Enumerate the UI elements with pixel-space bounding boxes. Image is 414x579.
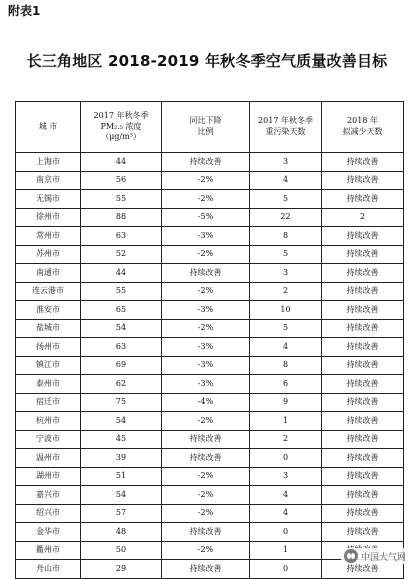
- cell-decline-ratio: -3%: [162, 356, 250, 375]
- cell-reduce-days: 持续改善: [322, 467, 404, 486]
- cell-pm25: 55: [81, 190, 162, 209]
- table-row: [16, 356, 404, 375]
- cell-city: 无锡市: [16, 190, 81, 209]
- cell-city: 徐州市: [16, 208, 81, 227]
- header-line: 城 市: [38, 121, 58, 131]
- cell-reduce-days: 持续改善: [322, 190, 404, 209]
- table-row: [16, 264, 404, 283]
- cell-reduce-days: 持续改善: [322, 301, 404, 320]
- cell-decline-ratio: -3%: [162, 301, 250, 320]
- cell-heavy-days: 6: [250, 375, 322, 394]
- cell-heavy-days: 5: [250, 245, 322, 264]
- header-line: 2017 年秋冬季: [93, 110, 149, 120]
- cell-heavy-days: 4: [250, 486, 322, 505]
- cell-reduce-days: 持续改善: [322, 560, 404, 579]
- table-header-row: [16, 102, 404, 153]
- cell-decline-ratio: -2%: [162, 467, 250, 486]
- table-row: [16, 338, 404, 357]
- cell-reduce-days: 持续改善: [322, 153, 404, 172]
- cell-city: 扬州市: [16, 338, 81, 357]
- cell-pm25: 65: [81, 301, 162, 320]
- cell-city: 镇江市: [16, 356, 81, 375]
- cell-decline-ratio: -2%: [162, 541, 250, 560]
- cell-decline-ratio: -5%: [162, 208, 250, 227]
- cell-heavy-days: 4: [250, 171, 322, 190]
- cell-city: 南通市: [16, 264, 81, 283]
- cell-decline-ratio: -4%: [162, 393, 250, 412]
- header-decline-ratio: [162, 102, 250, 153]
- cell-city: 泰州市: [16, 375, 81, 394]
- cell-pm25: 39: [81, 449, 162, 468]
- cell-pm25: 45: [81, 430, 162, 449]
- cell-pm25: 56: [81, 171, 162, 190]
- cell-heavy-days: 0: [250, 523, 322, 542]
- table-row: [16, 227, 404, 246]
- table-row: [16, 523, 404, 542]
- cell-pm25: 54: [81, 319, 162, 338]
- table-row: [16, 190, 404, 209]
- header-line: （μg/m³）: [101, 132, 141, 142]
- cell-decline-ratio: 持续改善: [162, 449, 250, 468]
- cell-pm25: 88: [81, 208, 162, 227]
- cell-city: 淮安市: [16, 301, 81, 320]
- cell-pm25: 54: [81, 412, 162, 431]
- cell-pm25: 62: [81, 375, 162, 394]
- table-row: [16, 393, 404, 412]
- cell-heavy-days: 3: [250, 467, 322, 486]
- header-line: 拟减少天数: [342, 127, 383, 136]
- cell-reduce-days: 持续改善: [322, 412, 404, 431]
- table-row: [16, 449, 404, 468]
- table-row: [16, 319, 404, 338]
- cell-pm25: 75: [81, 393, 162, 412]
- cell-heavy-days: 4: [250, 338, 322, 357]
- table-row: [16, 412, 404, 431]
- cell-decline-ratio: -2%: [162, 190, 250, 209]
- cell-reduce-days: 持续改善: [322, 449, 404, 468]
- cell-decline-ratio: -2%: [162, 319, 250, 338]
- cell-decline-ratio: -3%: [162, 227, 250, 246]
- cell-decline-ratio: -3%: [162, 375, 250, 394]
- wechat-icon: [344, 549, 358, 563]
- cell-reduce-days: 持续改善: [322, 282, 404, 301]
- cell-city: 绍兴市: [16, 504, 81, 523]
- cell-pm25: 51: [81, 467, 162, 486]
- cell-reduce-days: 持续改善: [322, 430, 404, 449]
- cell-decline-ratio: 持续改善: [162, 153, 250, 172]
- cell-heavy-days: 3: [250, 264, 322, 283]
- cell-reduce-days: 持续改善: [322, 356, 404, 375]
- cell-city: 金华市: [16, 523, 81, 542]
- cell-heavy-days: 1: [250, 541, 322, 560]
- cell-decline-ratio: -3%: [162, 338, 250, 357]
- table-row: [16, 486, 404, 505]
- cell-heavy-days: 22: [250, 208, 322, 227]
- cell-pm25: 48: [81, 523, 162, 542]
- cell-reduce-days: 持续改善: [322, 227, 404, 246]
- cell-reduce-days: 持续改善: [322, 523, 404, 542]
- cell-reduce-days: 持续改善: [322, 375, 404, 394]
- cell-pm25: 69: [81, 356, 162, 375]
- header-city: [16, 102, 81, 153]
- cell-decline-ratio: -2%: [162, 282, 250, 301]
- cell-heavy-days: 3: [250, 153, 322, 172]
- cell-reduce-days: 持续改善: [322, 486, 404, 505]
- air-quality-targets-table: [15, 101, 404, 579]
- table-row: [16, 504, 404, 523]
- cell-reduce-days: 持续改善: [322, 245, 404, 264]
- cell-heavy-days: 9: [250, 393, 322, 412]
- cell-city: 常州市: [16, 227, 81, 246]
- cell-decline-ratio: -2%: [162, 171, 250, 190]
- header-line: 同比下降: [189, 116, 222, 126]
- cell-heavy-days: 4: [250, 504, 322, 523]
- cell-pm25: 52: [81, 245, 162, 264]
- header-line: 2017 年秋冬季: [258, 116, 313, 126]
- header-heavy-days: [250, 102, 322, 153]
- cell-decline-ratio: -2%: [162, 486, 250, 505]
- cell-reduce-days: 持续改善: [322, 264, 404, 283]
- table-row: [16, 301, 404, 320]
- appendix-label: 附表1: [8, 4, 41, 18]
- cell-reduce-days: 持续改善: [322, 171, 404, 190]
- cell-reduce-days: 持续改善: [322, 504, 404, 523]
- table-row: [16, 282, 404, 301]
- table-row: [16, 375, 404, 394]
- cell-reduce-days: 持续改善: [322, 338, 404, 357]
- cell-city: 上海市: [16, 153, 81, 172]
- cell-pm25: 55: [81, 282, 162, 301]
- cell-city: 舟山市: [16, 560, 81, 579]
- cell-decline-ratio: -2%: [162, 504, 250, 523]
- cell-reduce-days: 持续改善: [322, 393, 404, 412]
- cell-city: 盐城市: [16, 319, 81, 338]
- header-reduce-days: [322, 102, 404, 153]
- cell-heavy-days: 8: [250, 227, 322, 246]
- cell-heavy-days: 1: [250, 412, 322, 431]
- header-line: 2018 年: [347, 116, 378, 126]
- cell-heavy-days: 0: [250, 449, 322, 468]
- cell-decline-ratio: 持续改善: [162, 264, 250, 283]
- cell-heavy-days: 2: [250, 430, 322, 449]
- cell-city: 湖州市: [16, 467, 81, 486]
- table-row: [16, 171, 404, 190]
- cell-pm25: 63: [81, 338, 162, 357]
- cell-decline-ratio: -2%: [162, 245, 250, 264]
- cell-heavy-days: 10: [250, 301, 322, 320]
- cell-pm25: 63: [81, 227, 162, 246]
- cell-city: 温州市: [16, 449, 81, 468]
- cell-pm25: 29: [81, 560, 162, 579]
- header-line: PM₂.₅ 浓度: [100, 121, 142, 131]
- table-row: [16, 245, 404, 264]
- table-row: [16, 467, 404, 486]
- cell-city: 连云港市: [16, 282, 81, 301]
- cell-heavy-days: 5: [250, 319, 322, 338]
- cell-decline-ratio: 持续改善: [162, 523, 250, 542]
- cell-heavy-days: 5: [250, 190, 322, 209]
- table-row: [16, 153, 404, 172]
- cell-pm25: 50: [81, 541, 162, 560]
- table-row: [16, 430, 404, 449]
- cell-heavy-days: 8: [250, 356, 322, 375]
- cell-decline-ratio: 持续改善: [162, 430, 250, 449]
- cell-city: 衢州市: [16, 541, 81, 560]
- document-title: 长三角地区 2018-2019 年秋冬季空气质量改善目标: [26, 52, 388, 70]
- cell-city: 苏州市: [16, 245, 81, 264]
- watermark: [341, 548, 409, 564]
- cell-reduce-days: 持续改善: [322, 319, 404, 338]
- cell-reduce-days: 2: [322, 208, 404, 227]
- cell-city: 嘉兴市: [16, 486, 81, 505]
- cell-city: 宁波市: [16, 430, 81, 449]
- header-line: 比例: [197, 127, 214, 136]
- watermark-text: 中国大气网: [360, 552, 406, 563]
- cell-decline-ratio: -2%: [162, 412, 250, 431]
- cell-pm25: 44: [81, 264, 162, 283]
- cell-pm25: 54: [81, 486, 162, 505]
- cell-city: 南京市: [16, 171, 81, 190]
- cell-heavy-days: 0: [250, 560, 322, 579]
- table-row: [16, 208, 404, 227]
- cell-city: 宿迁市: [16, 393, 81, 412]
- cell-heavy-days: 2: [250, 282, 322, 301]
- cell-pm25: 44: [81, 153, 162, 172]
- cell-decline-ratio: 持续改善: [162, 560, 250, 579]
- cell-city: 杭州市: [16, 412, 81, 431]
- header-pm25: [81, 102, 162, 153]
- table-body: [16, 153, 404, 579]
- cell-pm25: 57: [81, 504, 162, 523]
- header-line: 重污染天数: [265, 127, 306, 136]
